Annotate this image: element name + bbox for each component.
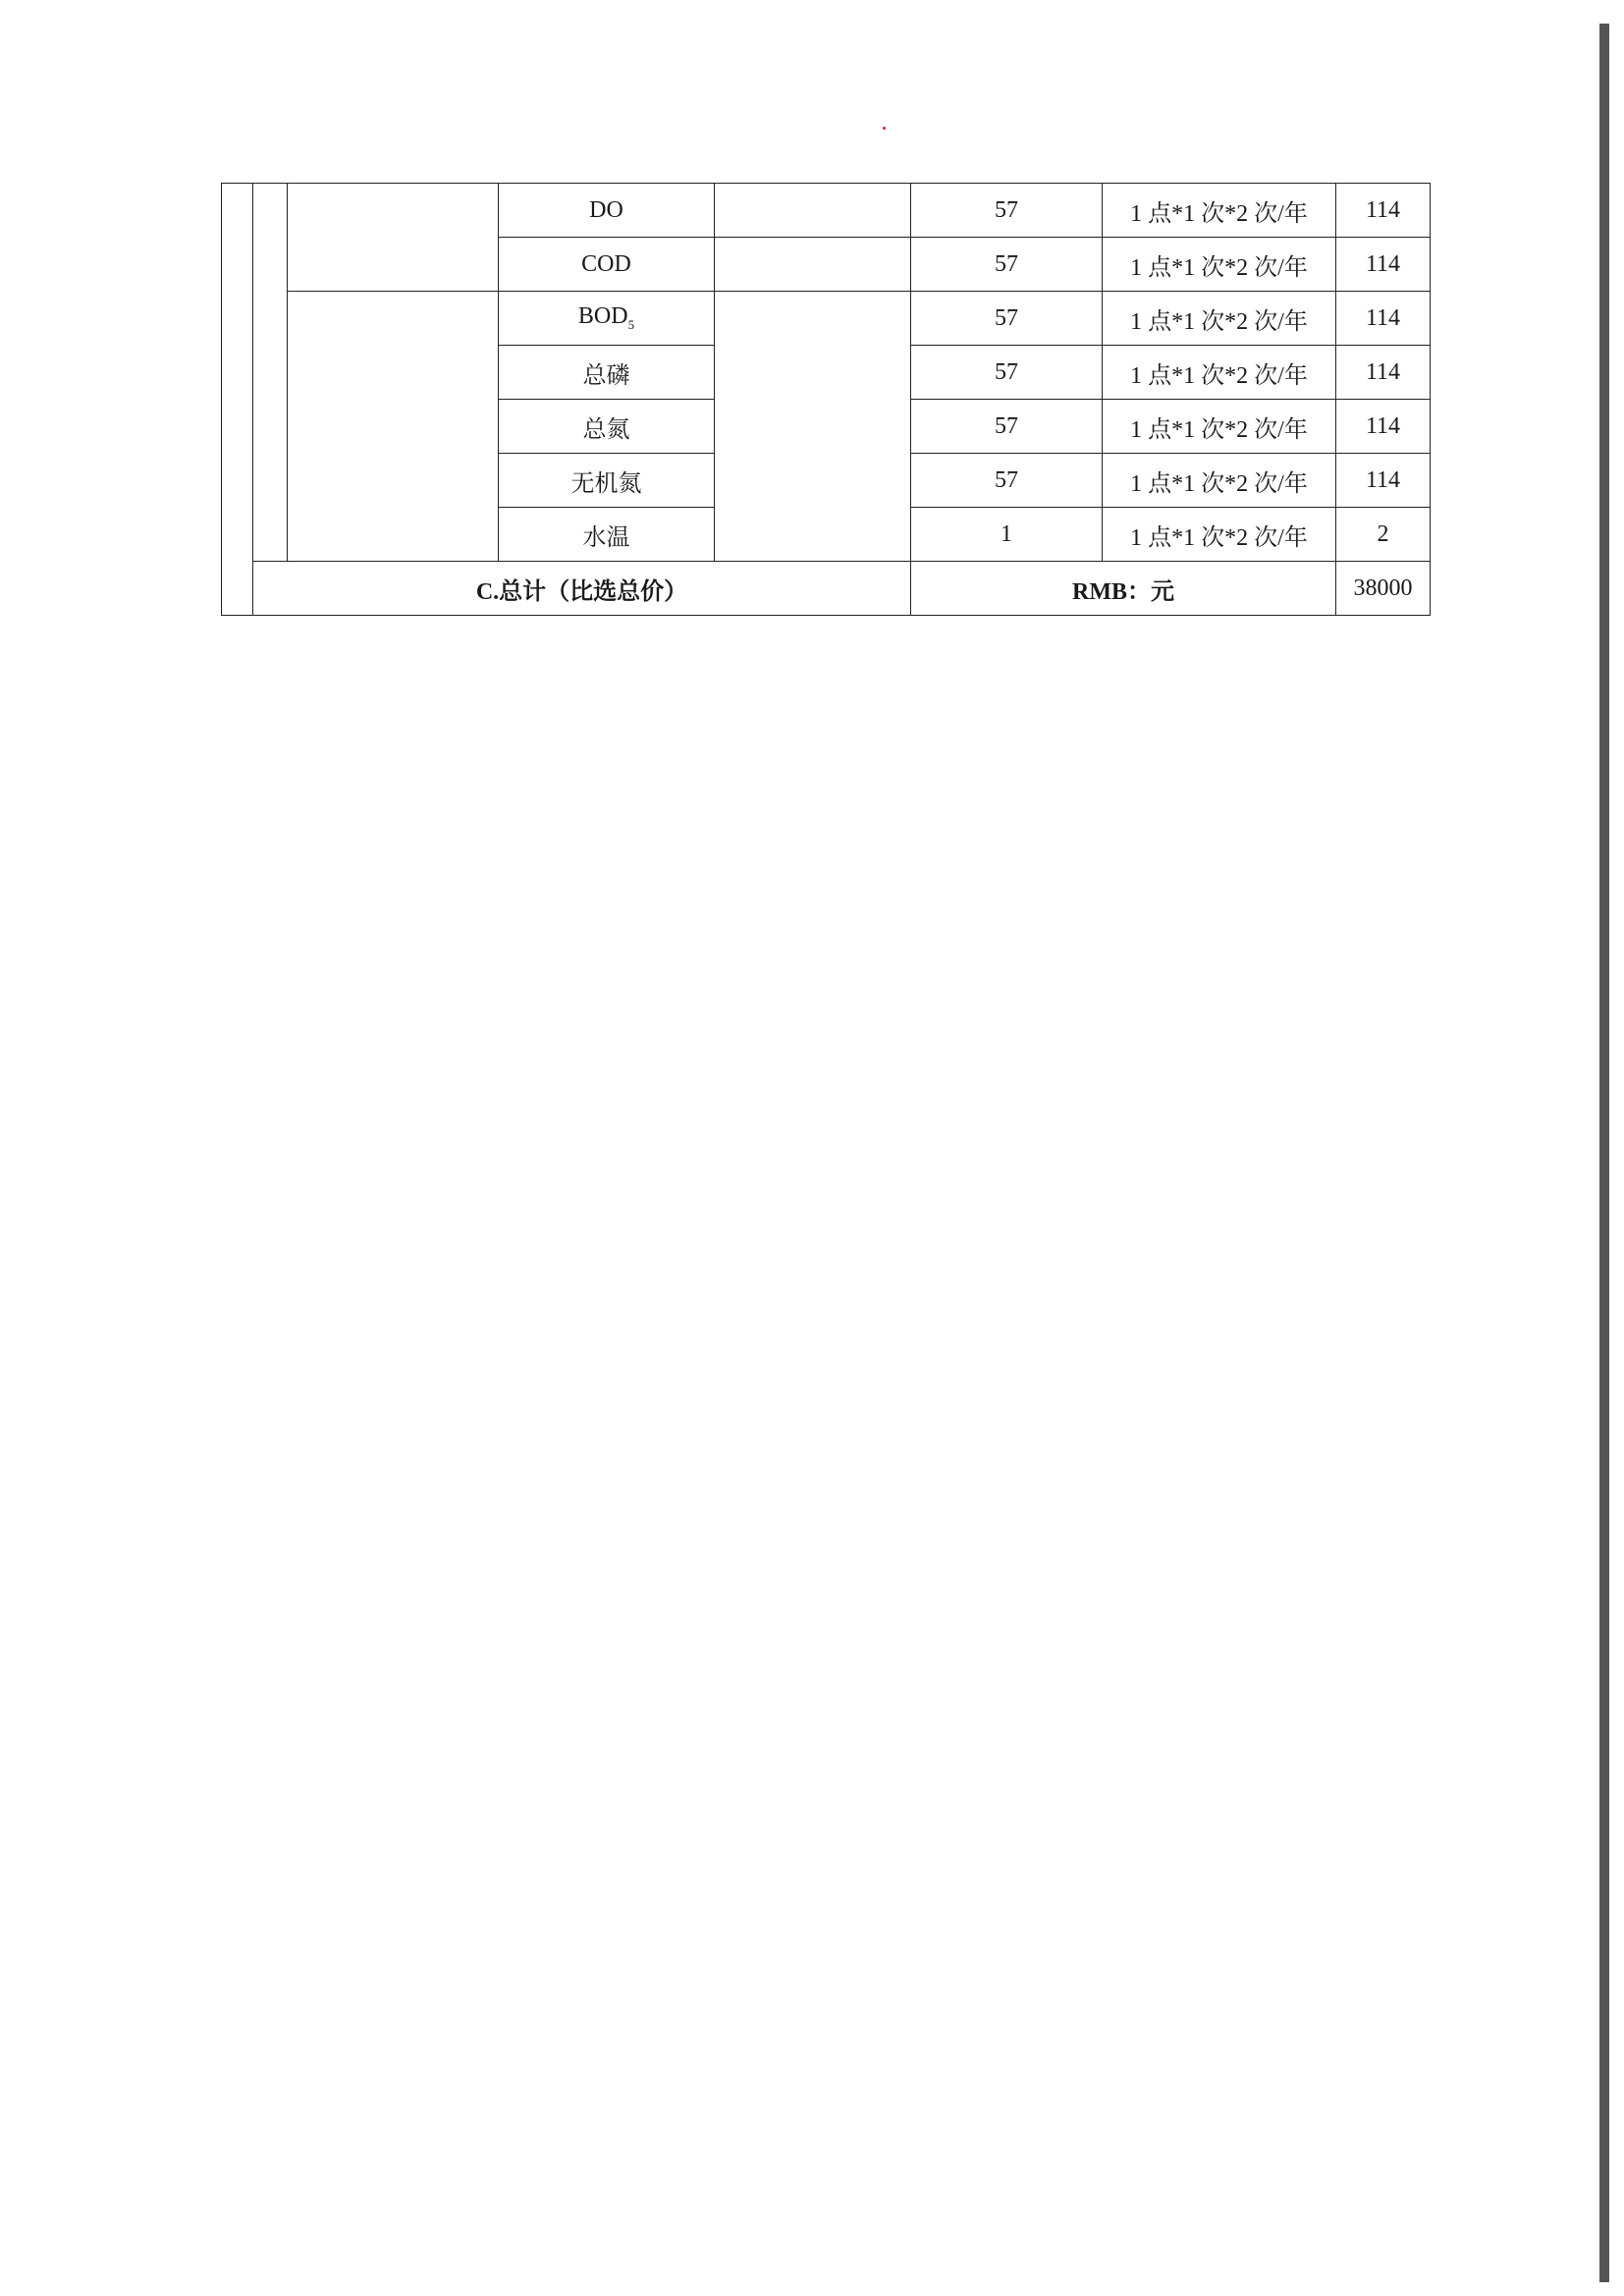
group-blank-cell-1 xyxy=(288,184,499,292)
item-subscript: 5 xyxy=(627,316,635,332)
method-blank-cell-merged xyxy=(715,292,911,562)
freq-cell: 1 点*1 次*2 次/年 xyxy=(1103,400,1336,454)
amount-cell: 114 xyxy=(1336,184,1431,238)
item-cell xyxy=(499,292,715,346)
qty-cell: 57 xyxy=(911,292,1103,346)
freq-cell: 1 点*1 次*2 次/年 xyxy=(1103,238,1336,292)
qty-cell: 57 xyxy=(911,184,1103,238)
qty-cell: 57 xyxy=(911,400,1103,454)
item-text: BOD xyxy=(577,303,628,330)
amount-cell: 114 xyxy=(1336,400,1431,454)
method-blank-cell xyxy=(715,184,911,238)
total-row xyxy=(222,562,1431,616)
item-cell: 水温 xyxy=(499,508,715,562)
item-cell: 总氮 xyxy=(499,400,715,454)
item-cell: 总磷 xyxy=(499,346,715,400)
total-value: 38000 xyxy=(1336,562,1431,616)
freq-cell: 1 点*1 次*2 次/年 xyxy=(1103,508,1336,562)
total-unit: RMB：元 xyxy=(911,562,1336,616)
table-row xyxy=(222,292,1431,346)
freq-cell: 1 点*1 次*2 次/年 xyxy=(1103,346,1336,400)
quote-table xyxy=(221,183,1431,616)
table-row xyxy=(222,184,1431,238)
amount-cell: 114 xyxy=(1336,454,1431,508)
item-cell: 无机氮 xyxy=(499,454,715,508)
item-cell: DO xyxy=(499,184,715,238)
freq-cell: 1 点*1 次*2 次/年 xyxy=(1103,184,1336,238)
item-cell: COD xyxy=(499,238,715,292)
amount-cell: 2 xyxy=(1336,508,1431,562)
freq-cell: 1 点*1 次*2 次/年 xyxy=(1103,292,1336,346)
qty-cell: 57 xyxy=(911,346,1103,400)
outer-blank-cell xyxy=(222,184,253,616)
qty-cell: 57 xyxy=(911,454,1103,508)
freq-cell: 1 点*1 次*2 次/年 xyxy=(1103,454,1336,508)
amount-cell: 114 xyxy=(1336,292,1431,346)
scan-speck xyxy=(883,127,886,130)
qty-cell: 57 xyxy=(911,238,1103,292)
method-blank-cell xyxy=(715,238,911,292)
inner-blank-cell xyxy=(253,184,288,562)
group-blank-cell-2 xyxy=(288,292,499,562)
scan-edge xyxy=(1599,24,1609,2282)
qty-cell: 1 xyxy=(911,508,1103,562)
total-label: C.总计（比选总价） xyxy=(253,562,911,616)
amount-cell: 114 xyxy=(1336,238,1431,292)
amount-cell: 114 xyxy=(1336,346,1431,400)
